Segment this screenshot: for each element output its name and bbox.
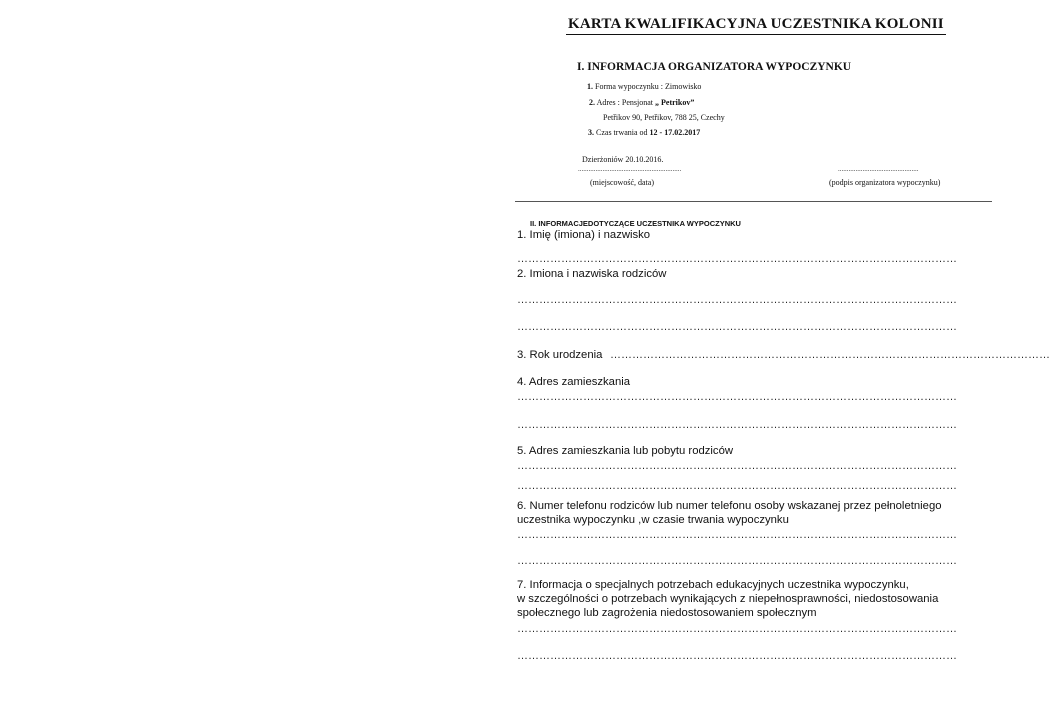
document-title: KARTA KWALIFIKACYJNA UCZESTNIKA KOLONII — [568, 16, 944, 32]
duration-dates: 12 - 17.02.2017 — [649, 128, 701, 137]
section2-heading: II. INFORMACJEDOTYCZĄCE UCZESTNIKA WYPOCZYNKU — [530, 219, 741, 228]
item-number: 3. — [588, 128, 594, 137]
fill-line: ………………………………………………………………………………………………………… — [517, 294, 957, 306]
caption-place-date: (miejscowość, data) — [590, 178, 654, 187]
question-7-line-2: w szczególności o potrzebach wynikających z niepełnosprawności, niedostosowania — [517, 593, 939, 605]
fill-line: ………………………………………………………………………………………………………… — [517, 650, 957, 662]
address-detail: Petřikov 90, Petřikov, 788 25, Czechy — [603, 113, 725, 122]
fill-line: ………………………………………………………………………………………………………… — [517, 555, 957, 567]
question-1: 1. Imię (imiona) i nazwisko — [517, 229, 651, 241]
question-2: 2. Imiona i nazwiska rodziców — [517, 268, 667, 280]
question-7-line-3: społecznego lub zagrożenia niedostosowaniem społecznym — [517, 607, 817, 619]
fill-line: ………………………………………………………………………………………………………… — [610, 349, 1050, 361]
question-4: 4. Adres zamieszkania — [517, 376, 631, 388]
place-date: Dzierżoniów 20.10.2016. — [582, 155, 664, 164]
question-6-line-2: uczestnika wypoczynku ,w czasie trwania wypoczynku — [517, 514, 789, 526]
fill-line: ………………………………………………………………………………………………………… — [517, 480, 957, 492]
section-divider — [515, 201, 992, 202]
fill-line: ………………………………………………………………………………………………………… — [517, 529, 957, 541]
caption-signature: (podpis organizatora wypoczynku) — [829, 178, 941, 187]
pension-name: „ Petrikov” — [655, 98, 695, 107]
form-type-line — [587, 82, 701, 91]
question-3 — [517, 349, 602, 361]
question-6-line-1: 6. Numer telefonu rodziców lub numer telefonu osoby wskazanej przez pełnoletniego — [517, 500, 942, 512]
fill-line: ………………………………………………………………………………………………………… — [517, 623, 957, 635]
fill-line: ………………………………………………………………………………………………………… — [517, 253, 957, 265]
item-number: 2. — [589, 98, 595, 107]
fill-line: ………………………………………………………………………………………………………… — [517, 321, 957, 333]
signature-dots-right: .............................................. — [838, 165, 919, 173]
address-line — [589, 98, 694, 107]
title-underline — [566, 34, 946, 35]
fill-line: ………………………………………………………………………………………………………… — [517, 419, 957, 431]
question-7-line-1: 7. Informacja o specjalnych potrzebach edukacyjnych uczestnika wypoczynku, — [517, 579, 909, 591]
duration-line — [588, 128, 700, 137]
signature-dots-left: ........................................................... — [578, 165, 682, 173]
fill-line: ………………………………………………………………………………………………………… — [517, 460, 957, 472]
address-label: Adres : Pensjonat — [596, 98, 655, 107]
question-5: 5. Adres zamieszkania lub pobytu rodziców — [517, 445, 734, 457]
fill-line: ………………………………………………………………………………………………………… — [517, 391, 957, 403]
item-number: 1. — [587, 82, 593, 91]
form-type-text: Forma wypoczynku : Zimowisko — [595, 82, 702, 91]
section1-heading: I. INFORMACJA ORGANIZATORA WYPOCZYNKU — [577, 61, 852, 73]
birth-year-label: 3. Rok urodzenia — [517, 349, 603, 361]
duration-label: Czas trwania od — [596, 128, 650, 137]
